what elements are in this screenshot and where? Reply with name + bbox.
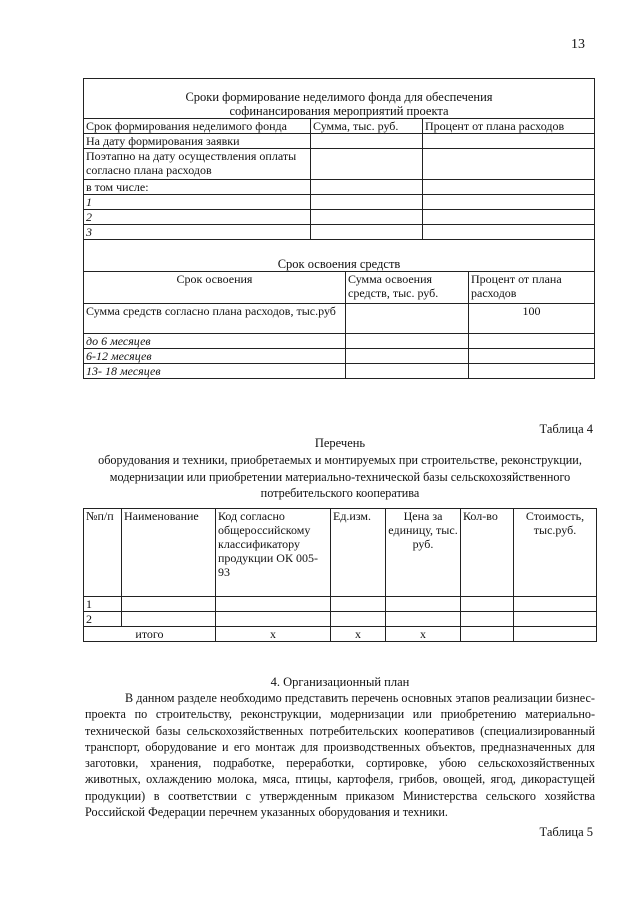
table-row <box>84 134 595 149</box>
header-cell: Процент от плана расходов <box>423 119 595 134</box>
page-number: 13 <box>571 37 585 52</box>
row-label: 1 <box>84 195 311 210</box>
table-header-row <box>84 272 595 304</box>
total-label: итого <box>84 627 216 642</box>
cell <box>122 612 216 627</box>
header-cell: Сумма освоения средств, тыс. руб. <box>346 272 469 304</box>
row-number: 2 <box>84 612 122 627</box>
table-row <box>84 210 595 225</box>
fund-table-title <box>83 90 595 118</box>
title-line: софинансирования мероприятий проекта <box>229 104 449 118</box>
table-row <box>84 180 595 195</box>
row-label: Сумма средств согласно плана расходов, тыс.руб <box>84 304 346 334</box>
table-row <box>84 304 595 334</box>
header-cell: Стоимость, тыс.руб. <box>514 509 597 597</box>
cell <box>423 180 595 195</box>
header-cell: Цена за единицу, тыс. руб. <box>386 509 461 597</box>
paragraph: В данном разделе необходимо представить перечень основных этапов реализации бизнес-проекта по строительству, реконструкции, модернизации или приобретению материально-технической базы сельскохозяйственных потребительских кооперативов (специализированный транспорт, оборудование и его монтаж для производственных объектов, предназначенных для заготовки, хранения, подработке, переработки, сортировке, убою сельскохозяйственных животных, охлаждению молока, мяса, птицы, картофеля, грибов, овощей, ягод, дикорастущей продукции) в соответствии с утвержденным приказом Министерства сельского хозяйства Российской Федерации перечнем указанных оборудования и техники. <box>85 691 595 820</box>
cell <box>469 364 595 379</box>
table5-label: Таблица 5 <box>539 825 593 839</box>
cell <box>514 627 597 642</box>
title-line: Сроки формирование неделимого фонда для обеспечения <box>185 90 493 104</box>
cell <box>311 149 423 180</box>
equipment-table <box>83 508 597 642</box>
cell <box>423 225 595 240</box>
row-label: 6-12 месяцев <box>84 349 346 364</box>
table-row <box>84 334 595 349</box>
table4-label: Таблица 4 <box>539 422 593 436</box>
section-title: 4. Организационный план <box>270 675 410 689</box>
cell <box>311 134 423 149</box>
cell <box>311 225 423 240</box>
table-row <box>84 195 595 210</box>
header-cell: №п/п <box>84 509 122 597</box>
row-label: 2 <box>84 210 311 225</box>
row-label: Поэтапно на дату осуществления оплаты согласно плана расходов <box>84 149 311 180</box>
row-label: На дату формирования заявки <box>84 134 311 149</box>
header-cell: Наименование <box>122 509 216 597</box>
percent-cell: 100 <box>469 304 595 334</box>
table-row <box>84 349 595 364</box>
table-row <box>84 149 595 180</box>
cell <box>331 597 386 612</box>
cell <box>461 627 514 642</box>
cell <box>216 612 331 627</box>
table-row <box>84 225 595 240</box>
row-label: 3 <box>84 225 311 240</box>
cell <box>346 334 469 349</box>
cell <box>423 195 595 210</box>
cell <box>423 149 595 180</box>
total-row <box>84 627 597 642</box>
row-label: в том числе: <box>84 180 311 195</box>
row-number: 1 <box>84 597 122 612</box>
cell: х <box>216 627 331 642</box>
table4-subtitle: оборудования и техники, приобретаемых и монтируемых при строительстве, реконструкции, модернизации или приобретении материально-технической базы сельскохозяйственного потребительского кооператива <box>98 453 582 500</box>
cell <box>469 349 595 364</box>
cell <box>311 210 423 225</box>
cell <box>423 134 595 149</box>
table-header-row <box>84 119 595 134</box>
cell <box>514 612 597 627</box>
table-header-row <box>84 509 597 597</box>
cell <box>469 334 595 349</box>
cell <box>346 364 469 379</box>
row-label: 13- 18 месяцев <box>84 364 346 379</box>
table-row <box>84 597 597 612</box>
cell <box>461 597 514 612</box>
header-cell: Срок формирования неделимого фонда <box>84 119 311 134</box>
section-body <box>85 690 595 820</box>
header-cell: Код согласно общероссийскому классификатору продукции ОК 005-93 <box>216 509 331 597</box>
cell <box>122 597 216 612</box>
table4-title: Перечень <box>314 436 366 450</box>
cell <box>311 195 423 210</box>
header-cell: Процент от плана расходов <box>469 272 595 304</box>
header-cell: Кол-во <box>461 509 514 597</box>
cell <box>331 612 386 627</box>
cell <box>216 597 331 612</box>
cell <box>461 612 514 627</box>
cell: х <box>331 627 386 642</box>
header-cell: Ед.изм. <box>331 509 386 597</box>
cell <box>346 304 469 334</box>
cell <box>386 612 461 627</box>
table-row <box>84 364 595 379</box>
header-cell: Срок освоения <box>84 272 346 304</box>
spending-table-title: Срок освоения средств <box>277 257 401 271</box>
cell <box>386 597 461 612</box>
fund-table <box>83 118 595 240</box>
cell <box>514 597 597 612</box>
header-cell: Сумма, тыс. руб. <box>311 119 423 134</box>
cell <box>346 349 469 364</box>
cell <box>311 180 423 195</box>
cell: х <box>386 627 461 642</box>
row-label: до 6 месяцев <box>84 334 346 349</box>
table-row <box>84 612 597 627</box>
spending-table <box>83 271 595 379</box>
cell <box>423 210 595 225</box>
